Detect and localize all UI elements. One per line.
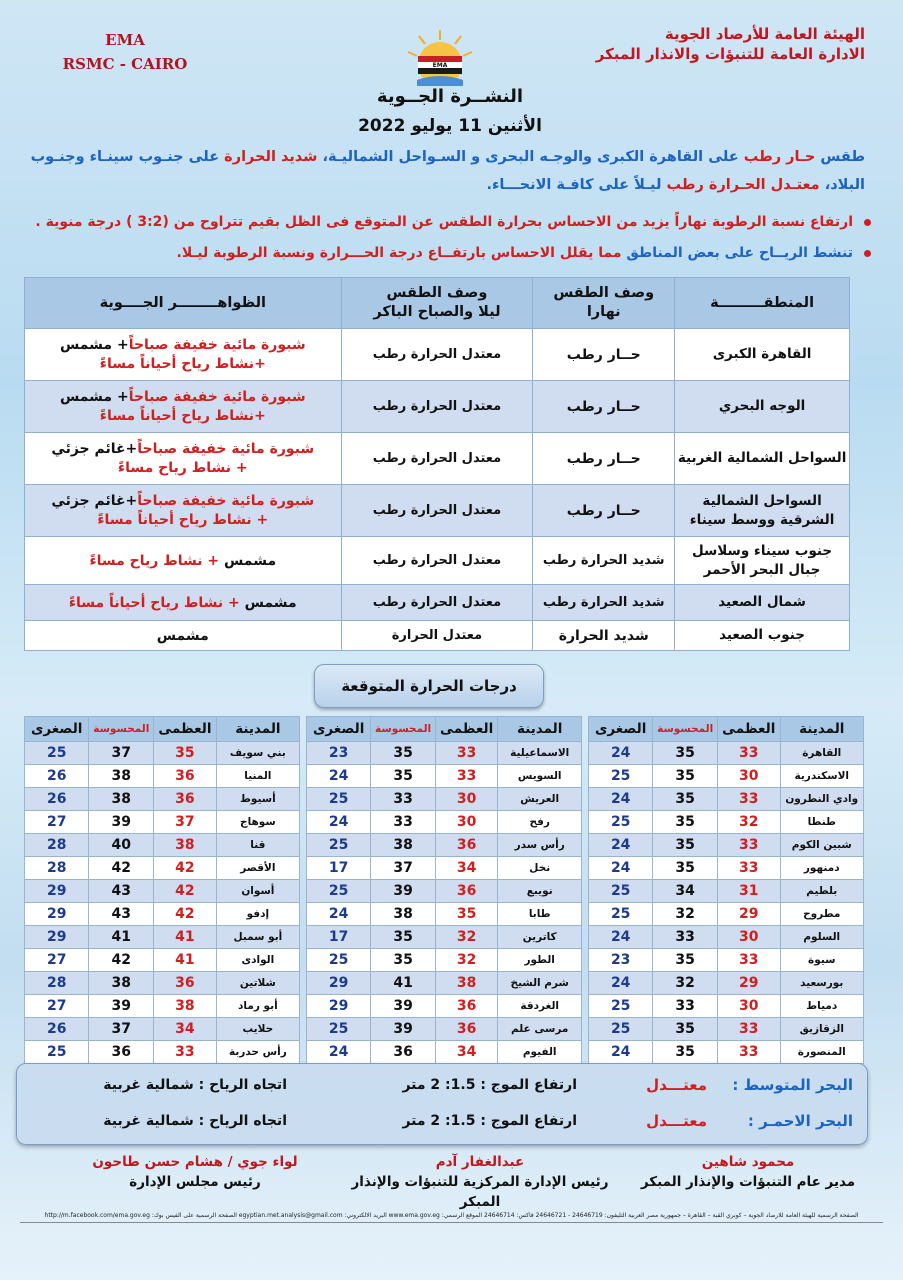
feel-temp: 38: [371, 903, 436, 926]
city-header: المدينة: [216, 717, 299, 742]
max-temp: 42: [154, 903, 217, 926]
note-wind: تنشط الريــاح على بعض المناطق مما يقلل الاحساس بارتفــاع درجة الحـــرارة ونسبة الرطوبة ليـلا.: [30, 238, 873, 269]
feel-temp: 34: [653, 880, 718, 903]
city-name: قنا: [216, 834, 299, 857]
min-temp: 28: [25, 834, 89, 857]
city-name: رفح: [498, 811, 582, 834]
min-temp: 24: [589, 742, 653, 765]
max-temp: 32: [435, 949, 498, 972]
max-temp: 36: [154, 765, 217, 788]
min-temp: 17: [307, 857, 371, 880]
min-temp: 25: [589, 995, 653, 1018]
max-temp: 34: [435, 857, 498, 880]
min-temp: 25: [589, 903, 653, 926]
table-row: [25, 880, 300, 903]
min-temp: 29: [307, 995, 371, 1018]
min-temp: 25: [25, 742, 89, 765]
min-temp: 17: [307, 926, 371, 949]
feel-temp: 42: [89, 949, 154, 972]
table-row: [307, 765, 582, 788]
feel-temp: 36: [371, 1041, 436, 1064]
city-name: أبو سمبل: [216, 926, 299, 949]
table-row: [589, 765, 864, 788]
max-temp: 36: [435, 995, 498, 1018]
feel-temp: 39: [371, 880, 436, 903]
note-humidity: ارتفاع نسبة الرطوبة نهاراً يزيد من الاحساس بحرارة الطقس عن المتوقع فى الظل بقيم تتراوح من (3:2 ) درجة منوية .: [30, 207, 873, 238]
temps-table-sinai: [306, 716, 582, 1064]
city-name: إدفو: [216, 903, 299, 926]
max-header: العظمى: [717, 717, 780, 742]
min-temp: 25: [307, 788, 371, 811]
max-temp: 32: [717, 811, 780, 834]
max-header: العظمى: [435, 717, 498, 742]
table-row: [25, 857, 300, 880]
city-name: وادي النطرون: [780, 788, 863, 811]
feel-temp: 43: [89, 880, 154, 903]
max-temp: 36: [435, 1018, 498, 1041]
table-row: [25, 995, 300, 1018]
min-temp: 29: [25, 880, 89, 903]
feel-header: المحسوسة: [89, 717, 154, 742]
city-name: الفيوم: [498, 1041, 582, 1064]
table-row: [589, 949, 864, 972]
min-temp: 25: [307, 834, 371, 857]
min-header: الصغرى: [307, 717, 371, 742]
table-row: [307, 811, 582, 834]
max-temp: 33: [435, 765, 498, 788]
feel-temp: 35: [371, 926, 436, 949]
feel-temp: 38: [89, 765, 154, 788]
max-temp: 38: [154, 834, 217, 857]
max-temp: 34: [154, 1018, 217, 1041]
min-temp: 24: [307, 1041, 371, 1064]
table-row: شمال الصعيد شديد الحرارة رطب معتدل الحرارة رطب مشمس + نشاط رياح أحياناً مساءً: [25, 585, 850, 621]
city-name: المنصورة: [780, 1041, 863, 1064]
org-line1: الهيئة العامة للأرصاد الجوية: [664, 25, 865, 43]
table-row: [589, 1018, 864, 1041]
min-temp: 29: [307, 972, 371, 995]
feel-temp: 35: [653, 811, 718, 834]
max-temp: 41: [154, 949, 217, 972]
signature-adam: عبدالغفار آدم رئيس الإدارة المركزية للتنبؤات والإنذار المبكر: [351, 1154, 609, 1210]
sea-state-box: [16, 1063, 868, 1145]
city-name: رأس حدربة: [216, 1041, 299, 1064]
max-temp: 38: [154, 995, 217, 1018]
min-temp: 25: [589, 1018, 653, 1041]
feel-temp: 38: [89, 788, 154, 811]
min-temp: 26: [25, 765, 89, 788]
table-row: [25, 811, 300, 834]
min-temp: 25: [589, 880, 653, 903]
sea-row-mediterranean: البحر المتوسط : معتـــدل ارتفاع الموج : 1.5: 2 متر اتجاه الرياح : شمالية غربية: [103, 1076, 853, 1094]
city-name: أسيوط: [216, 788, 299, 811]
table-row: جنوب سيناء وسلاسل جبال البحر الأحمر شديد الحرارة رطب معتدل الحرارة رطب مشمس + نشاط رياح مساءً: [25, 537, 850, 585]
min-temp: 27: [25, 995, 89, 1018]
min-temp: 24: [307, 903, 371, 926]
phenomena-header: الظواهــــــــر الجــــوية: [25, 278, 342, 329]
feel-temp: 42: [89, 857, 154, 880]
city-name: مطروح: [780, 903, 863, 926]
city-name: حلايب: [216, 1018, 299, 1041]
city-name: أبو رماد: [216, 995, 299, 1018]
min-temp: 24: [589, 834, 653, 857]
feel-temp: 37: [89, 1018, 154, 1041]
min-temp: 25: [307, 1018, 371, 1041]
signature-tahoun: لواء جوي / هشام حسن طاحون رئيس مجلس الإدارة: [92, 1154, 298, 1190]
max-temp: 33: [435, 742, 498, 765]
table-row: [307, 857, 582, 880]
feel-temp: 33: [371, 788, 436, 811]
feel-temp: 35: [653, 834, 718, 857]
feel-temp: 36: [89, 1041, 154, 1064]
table-row: السواحل الشمالية الشرقية ووسط سيناء حــار رطب معتدل الحرارة رطب شبورة مائية خفيفة صباحاً+غائم جزئي + نشاط رياح أحياناً مساءً: [25, 485, 850, 537]
table-row: [589, 972, 864, 995]
min-temp: 29: [25, 903, 89, 926]
city-name: الاسماعيلية: [498, 742, 582, 765]
feel-temp: 33: [653, 926, 718, 949]
max-header: العظمى: [154, 717, 217, 742]
city-name: شبين الكوم: [780, 834, 863, 857]
feel-temp: 37: [89, 742, 154, 765]
max-temp: 38: [435, 972, 498, 995]
feel-temp: 41: [371, 972, 436, 995]
max-temp: 42: [154, 880, 217, 903]
max-temp: 34: [435, 1041, 498, 1064]
max-temp: 41: [154, 926, 217, 949]
max-temp: 35: [154, 742, 217, 765]
min-temp: 23: [307, 742, 371, 765]
signature-shahin: محمود شاهين مدير عام التنبؤات والإنذار المبكر: [640, 1154, 856, 1190]
feel-temp: 39: [371, 1018, 436, 1041]
feel-temp: 39: [89, 811, 154, 834]
city-name: أسوان: [216, 880, 299, 903]
table-row: [589, 857, 864, 880]
min-temp: 24: [589, 926, 653, 949]
min-header: الصغرى: [589, 717, 653, 742]
feel-temp: 39: [89, 995, 154, 1018]
table-row: [25, 765, 300, 788]
max-temp: 37: [154, 811, 217, 834]
table-row: الوجه البحري حــار رطب معتدل الحرارة رطب شبورة مائية خفيفة صباحاً+ مشمس +نشاط رياح أحياناً مساءً: [25, 381, 850, 433]
temps-header-row: [25, 717, 300, 742]
min-temp: 24: [589, 788, 653, 811]
feel-temp: 33: [371, 811, 436, 834]
temperatures-title: درجات الحرارة المتوقعة: [314, 664, 544, 708]
max-temp: 36: [435, 834, 498, 857]
feel-header: المحسوسة: [653, 717, 718, 742]
feel-temp: 35: [653, 742, 718, 765]
temps-header-row: [589, 717, 864, 742]
min-temp: 25: [589, 765, 653, 788]
table-row: [589, 1041, 864, 1064]
city-name: المنيا: [216, 765, 299, 788]
notes-list: [30, 207, 873, 269]
max-temp: 29: [717, 972, 780, 995]
city-name: السلوم: [780, 926, 863, 949]
min-temp: 25: [307, 949, 371, 972]
table-row: [307, 742, 582, 765]
feel-temp: 33: [653, 995, 718, 1018]
city-name: بلطيم: [780, 880, 863, 903]
table-row: [25, 788, 300, 811]
feel-temp: 37: [371, 857, 436, 880]
org-line2: الادارة العامة للتنبؤات والانذار المبكر: [595, 45, 865, 63]
night-header: وصف الطقس ليلا والصباح الباكر: [341, 278, 533, 329]
svg-text:EMA: EMA: [432, 62, 448, 69]
city-name: الغردقة: [498, 995, 582, 1018]
city-name: سيوة: [780, 949, 863, 972]
max-temp: 30: [435, 811, 498, 834]
table-row: [589, 834, 864, 857]
city-header: المدينة: [498, 717, 582, 742]
table-row: [589, 880, 864, 903]
bulletin-date: الأثنين 11 يوليو 2022: [358, 116, 542, 136]
city-name: دمياط: [780, 995, 863, 1018]
feel-temp: 35: [653, 1041, 718, 1064]
min-temp: 26: [25, 1018, 89, 1041]
table-row: [307, 949, 582, 972]
city-name: السويس: [498, 765, 582, 788]
table-row: [307, 880, 582, 903]
table-row: [307, 1041, 582, 1064]
ema-label: EMA: [105, 31, 145, 49]
feel-temp: 38: [89, 972, 154, 995]
table-row: [589, 742, 864, 765]
min-temp: 24: [307, 811, 371, 834]
city-name: الأقصر: [216, 857, 299, 880]
feel-temp: 40: [89, 834, 154, 857]
city-name: كاترين: [498, 926, 582, 949]
forecast-table: [24, 277, 850, 651]
min-temp: 27: [25, 949, 89, 972]
max-temp: 30: [717, 926, 780, 949]
max-temp: 31: [717, 880, 780, 903]
feel-temp: 35: [371, 742, 436, 765]
org-header-ar: [596, 24, 865, 64]
table-row: [307, 788, 582, 811]
max-temp: 42: [154, 857, 217, 880]
table-row: [589, 995, 864, 1018]
max-temp: 30: [435, 788, 498, 811]
max-temp: 33: [717, 1041, 780, 1064]
min-temp: 25: [25, 1041, 89, 1064]
table-row: السواحل الشمالية الغربية حــار رطب معتدل الحرارة رطب شبورة مائية خفيفة صباحاً+غائم جزئي + نشاط رياح مساءً: [25, 433, 850, 485]
min-header: الصغرى: [25, 717, 89, 742]
table-row: [307, 1018, 582, 1041]
min-temp: 24: [589, 1041, 653, 1064]
max-temp: 33: [717, 742, 780, 765]
city-name: طنطا: [780, 811, 863, 834]
max-temp: 33: [717, 949, 780, 972]
max-temp: 30: [717, 995, 780, 1018]
temps-header-row: [307, 717, 582, 742]
city-name: الوادى: [216, 949, 299, 972]
max-temp: 30: [717, 765, 780, 788]
max-temp: 33: [717, 788, 780, 811]
max-temp: 32: [435, 926, 498, 949]
feel-temp: 38: [371, 834, 436, 857]
table-row: جنوب الصعيد شديد الحرارة معتدل الحرارة مشمس: [25, 621, 850, 651]
feel-temp: 32: [653, 972, 718, 995]
table-row: [307, 972, 582, 995]
min-temp: 24: [589, 972, 653, 995]
max-temp: 35: [435, 903, 498, 926]
max-temp: 36: [154, 972, 217, 995]
table-row: [25, 1041, 300, 1064]
feel-temp: 35: [653, 1018, 718, 1041]
footer-contact: الصفحة الرسمية للهيئة العامة للارصاد الجوية – كوبري القبة – القاهرة – جمهورية مصر العربية التليفون: 24646719 - 24646721 فاكس: 24646714 الموقع الرسمي: www.ema.gov.eg البريد الالكتروني: egyptian.met.analysis@gmail.com الصفحة الرسمية على الفيس بوك: http://m.facebook.com/ema.gov.eg: [20, 1210, 883, 1223]
table-row: [589, 903, 864, 926]
temps-table-upper: [24, 716, 300, 1064]
city-name: شرم الشيخ: [498, 972, 582, 995]
table-row: [307, 834, 582, 857]
feel-header: المحسوسة: [371, 717, 436, 742]
city-name: الاسكندرية: [780, 765, 863, 788]
city-name: رأس سدر: [498, 834, 582, 857]
min-temp: 29: [25, 926, 89, 949]
min-temp: 28: [25, 857, 89, 880]
max-temp: 33: [717, 1018, 780, 1041]
max-temp: 36: [154, 788, 217, 811]
city-name: شلاتين: [216, 972, 299, 995]
max-temp: 33: [154, 1041, 217, 1064]
city-name: مرسى علم: [498, 1018, 582, 1041]
feel-temp: 35: [371, 949, 436, 972]
forecast-header-row: [25, 278, 850, 329]
max-temp: 33: [717, 834, 780, 857]
ema-header-en: [60, 28, 190, 76]
city-name: القاهرة: [780, 742, 863, 765]
table-row: [25, 903, 300, 926]
max-temp: 33: [717, 857, 780, 880]
table-row: القاهرة الكبرى حــار رطب معتدل الحرارة رطب شبورة مائية خفيفة صباحاً+ مشمس +نشاط رياح أحياناً مساءً: [25, 329, 850, 381]
bulletin-title: النشــرة الجــوية: [376, 86, 524, 107]
table-row: [307, 926, 582, 949]
sea-row-red-sea: البحر الاحمـر : معتـــدل ارتفاع الموج : 1.5: 2 متر اتجاه الرياح : شمالية غربية: [103, 1112, 853, 1130]
region-header: المنطقـــــــــة: [675, 278, 850, 329]
min-temp: 24: [307, 765, 371, 788]
day-header: وصف الطقس نهارا: [533, 278, 675, 329]
min-temp: 25: [589, 811, 653, 834]
city-name: الزقازيق: [780, 1018, 863, 1041]
feel-temp: 41: [89, 926, 154, 949]
max-temp: 29: [717, 903, 780, 926]
city-name: نخل: [498, 857, 582, 880]
feel-temp: 35: [653, 857, 718, 880]
table-row: [589, 926, 864, 949]
min-temp: 25: [307, 880, 371, 903]
min-temp: 26: [25, 788, 89, 811]
table-row: [25, 926, 300, 949]
table-row: [307, 995, 582, 1018]
table-row: [25, 949, 300, 972]
table-row: [25, 834, 300, 857]
city-name: سوهاج: [216, 811, 299, 834]
feel-temp: 35: [371, 765, 436, 788]
table-row: [589, 788, 864, 811]
table-row: [25, 972, 300, 995]
table-row: [307, 903, 582, 926]
feel-temp: 43: [89, 903, 154, 926]
temps-table-delta: [588, 716, 864, 1064]
city-name: الطور: [498, 949, 582, 972]
city-name: العريش: [498, 788, 582, 811]
rsmc-label: RSMC - CAIRO: [62, 55, 188, 73]
min-temp: 28: [25, 972, 89, 995]
max-temp: 36: [435, 880, 498, 903]
table-row: [589, 811, 864, 834]
min-temp: 24: [589, 857, 653, 880]
city-name: دمنهور: [780, 857, 863, 880]
feel-temp: 35: [653, 788, 718, 811]
feel-temp: 32: [653, 903, 718, 926]
table-row: [25, 742, 300, 765]
min-temp: 23: [589, 949, 653, 972]
feel-temp: 35: [653, 765, 718, 788]
min-temp: 27: [25, 811, 89, 834]
table-row: [25, 1018, 300, 1041]
feel-temp: 35: [653, 949, 718, 972]
city-name: بورسعيد: [780, 972, 863, 995]
city-name: بني سويف: [216, 742, 299, 765]
city-header: المدينة: [780, 717, 863, 742]
city-name: طابا: [498, 903, 582, 926]
weather-summary: طقس حـار رطب على القاهرة الكبرى والوجـه البحرى و السـواحل الشماليـة، شديد الحرارة على جنـوب سينـاء وجنـوب البلاد، معتـدل الحـرارة رطب ليـلاً على كافـة الانحـــاء.: [30, 149, 865, 193]
feel-temp: 39: [371, 995, 436, 1018]
city-name: نويبع: [498, 880, 582, 903]
